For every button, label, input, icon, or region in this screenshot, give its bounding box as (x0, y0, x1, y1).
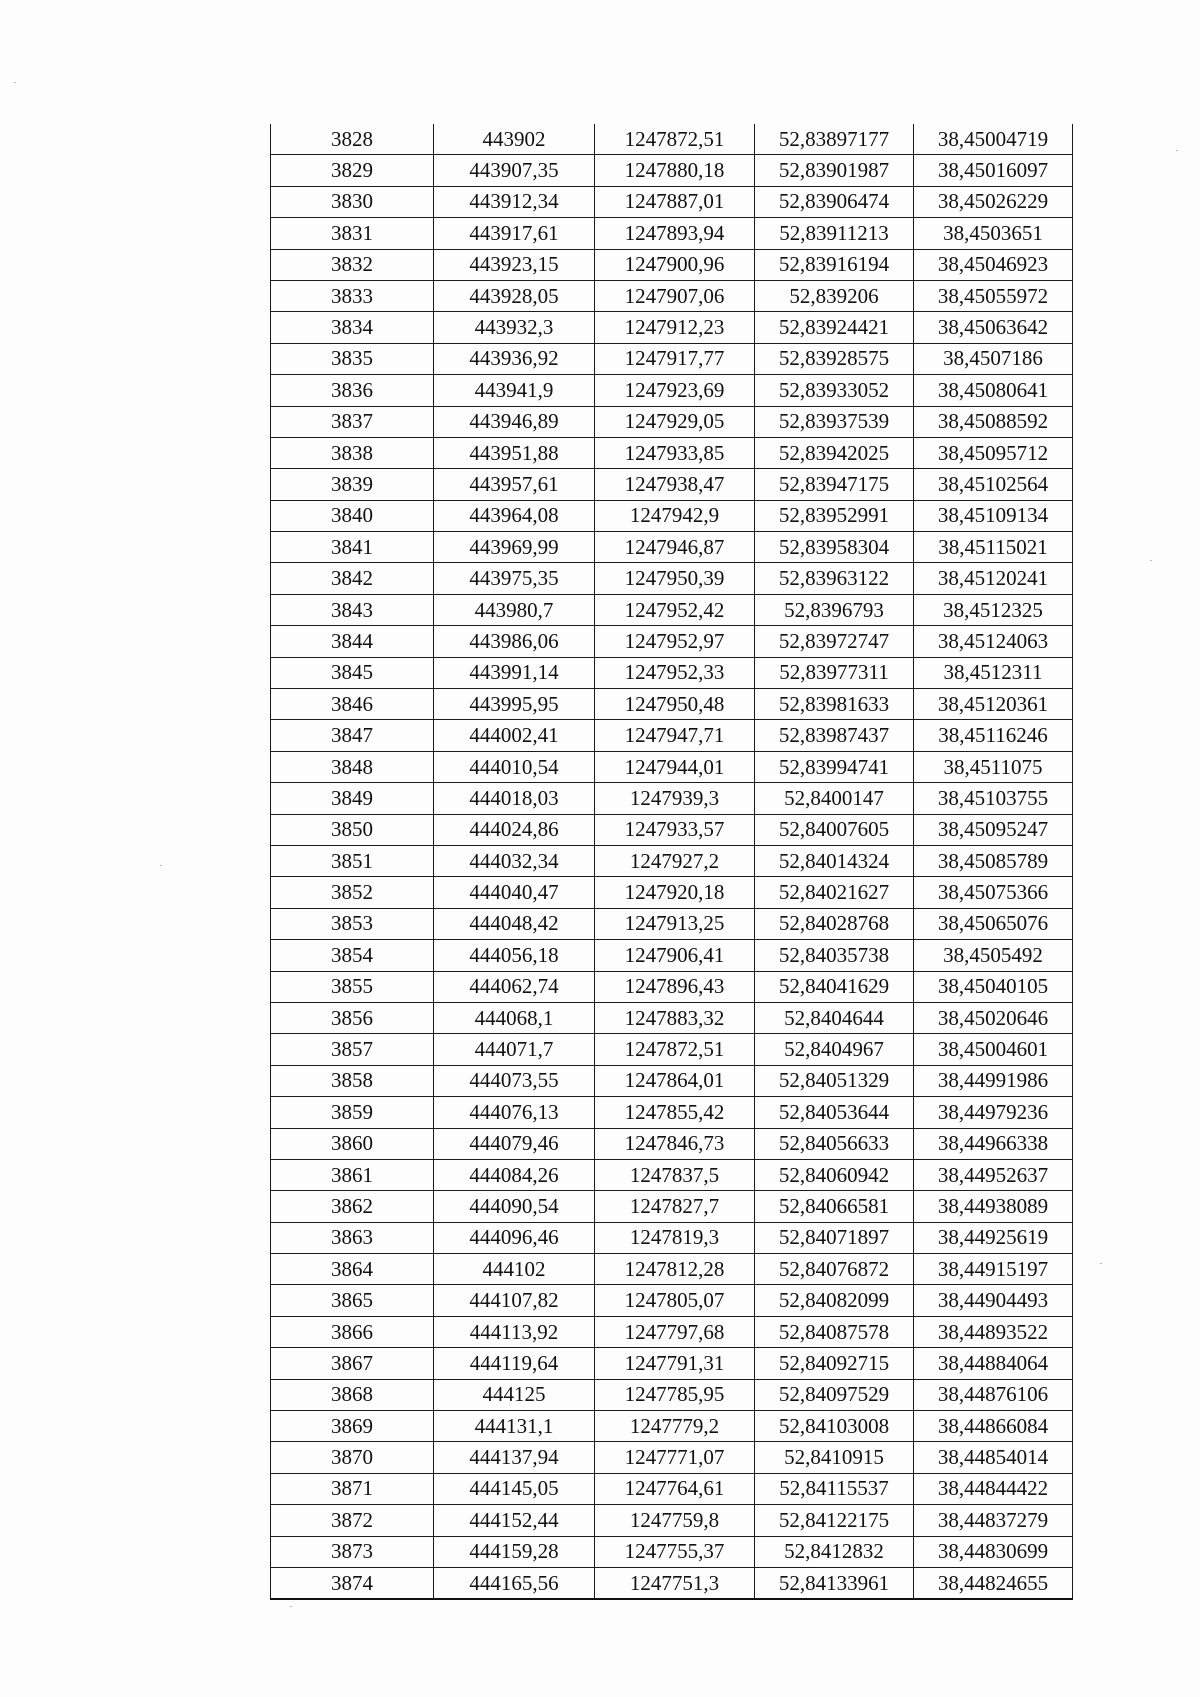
y-coordinate-cell: 1247950,39 (595, 563, 755, 594)
table-row (271, 1002, 1073, 1033)
y-coordinate-cell: 1247764,61 (595, 1473, 755, 1504)
latitude-cell: 52,83937539 (755, 406, 914, 437)
x-coordinate-cell: 444079,46 (434, 1128, 595, 1159)
latitude-cell: 52,84115537 (755, 1473, 914, 1504)
y-coordinate-cell: 1247923,69 (595, 375, 755, 406)
y-coordinate-cell: 1247927,2 (595, 845, 755, 876)
x-coordinate-cell: 444062,74 (434, 971, 595, 1002)
y-coordinate-cell: 1247906,41 (595, 940, 755, 971)
point-number-cell: 3851 (271, 845, 434, 876)
table-row (271, 1567, 1073, 1599)
y-coordinate-cell: 1247759,8 (595, 1505, 755, 1536)
latitude-cell: 52,84103008 (755, 1411, 914, 1442)
y-coordinate-cell: 1247933,57 (595, 814, 755, 845)
latitude-cell: 52,84087578 (755, 1316, 914, 1347)
latitude-cell: 52,83916194 (755, 249, 914, 280)
y-coordinate-cell: 1247805,07 (595, 1285, 755, 1316)
table-row (271, 1222, 1073, 1253)
y-coordinate-cell: 1247837,5 (595, 1159, 755, 1190)
longitude-cell: 38,45075366 (914, 877, 1073, 908)
table-row (271, 1316, 1073, 1347)
y-coordinate-cell: 1247917,77 (595, 343, 755, 374)
point-number-cell: 3832 (271, 249, 434, 280)
longitude-cell: 38,44844422 (914, 1473, 1073, 1504)
x-coordinate-cell: 444018,03 (434, 783, 595, 814)
longitude-cell: 38,45120241 (914, 563, 1073, 594)
longitude-cell: 38,44884064 (914, 1348, 1073, 1379)
scan-speck (14, 82, 16, 83)
point-number-cell: 3869 (271, 1411, 434, 1442)
longitude-cell: 38,45046923 (914, 249, 1073, 280)
point-number-cell: 3848 (271, 751, 434, 782)
table-row (271, 1411, 1073, 1442)
point-number-cell: 3864 (271, 1254, 434, 1285)
latitude-cell: 52,83901987 (755, 155, 914, 186)
point-number-cell: 3831 (271, 218, 434, 249)
point-number-cell: 3873 (271, 1536, 434, 1567)
y-coordinate-cell: 1247952,42 (595, 594, 755, 625)
point-number-cell: 3854 (271, 940, 434, 971)
y-coordinate-cell: 1247952,97 (595, 626, 755, 657)
latitude-cell: 52,83947175 (755, 469, 914, 500)
x-coordinate-cell: 444002,41 (434, 720, 595, 751)
longitude-cell: 38,44979236 (914, 1097, 1073, 1128)
x-coordinate-cell: 443936,92 (434, 343, 595, 374)
table-row (271, 783, 1073, 814)
table-row (271, 155, 1073, 186)
longitude-cell: 38,44866084 (914, 1411, 1073, 1442)
x-coordinate-cell: 443946,89 (434, 406, 595, 437)
table-row (271, 406, 1073, 437)
x-coordinate-cell: 444119,64 (434, 1348, 595, 1379)
point-number-cell: 3859 (271, 1097, 434, 1128)
point-number-cell: 3835 (271, 343, 434, 374)
x-coordinate-cell: 443969,99 (434, 532, 595, 563)
x-coordinate-cell: 444084,26 (434, 1159, 595, 1190)
latitude-cell: 52,84060942 (755, 1159, 914, 1190)
point-number-cell: 3847 (271, 720, 434, 751)
y-coordinate-cell: 1247846,73 (595, 1128, 755, 1159)
y-coordinate-cell: 1247907,06 (595, 280, 755, 311)
scan-speck (290, 1606, 292, 1607)
latitude-cell: 52,8400147 (755, 783, 914, 814)
scan-speck (1150, 560, 1152, 561)
x-coordinate-cell: 443951,88 (434, 437, 595, 468)
y-coordinate-cell: 1247950,48 (595, 689, 755, 720)
longitude-cell: 38,45095247 (914, 814, 1073, 845)
longitude-cell: 38,44938089 (914, 1191, 1073, 1222)
point-number-cell: 3836 (271, 375, 434, 406)
y-coordinate-cell: 1247920,18 (595, 877, 755, 908)
table-row (271, 1536, 1073, 1567)
table-row (271, 594, 1073, 625)
longitude-cell: 38,44830699 (914, 1536, 1073, 1567)
longitude-cell: 38,45109134 (914, 500, 1073, 531)
x-coordinate-cell: 444107,82 (434, 1285, 595, 1316)
x-coordinate-cell: 444040,47 (434, 877, 595, 908)
x-coordinate-cell: 443986,06 (434, 626, 595, 657)
latitude-cell: 52,8396793 (755, 594, 914, 625)
x-coordinate-cell: 443941,9 (434, 375, 595, 406)
table-row (271, 280, 1073, 311)
table-row (271, 249, 1073, 280)
table-row (271, 532, 1073, 563)
longitude-cell: 38,4505492 (914, 940, 1073, 971)
point-number-cell: 3857 (271, 1034, 434, 1065)
table-row (271, 1191, 1073, 1222)
latitude-cell: 52,84076872 (755, 1254, 914, 1285)
x-coordinate-cell: 443912,34 (434, 186, 595, 217)
y-coordinate-cell: 1247755,37 (595, 1536, 755, 1567)
latitude-cell: 52,83952991 (755, 500, 914, 531)
longitude-cell: 38,44925619 (914, 1222, 1073, 1253)
longitude-cell: 38,4512325 (914, 594, 1073, 625)
point-number-cell: 3863 (271, 1222, 434, 1253)
x-coordinate-cell: 443975,35 (434, 563, 595, 594)
longitude-cell: 38,45115021 (914, 532, 1073, 563)
scan-speck (160, 865, 162, 866)
point-number-cell: 3830 (271, 186, 434, 217)
latitude-cell: 52,84014324 (755, 845, 914, 876)
y-coordinate-cell: 1247900,96 (595, 249, 755, 280)
table-row (271, 343, 1073, 374)
longitude-cell: 38,45026229 (914, 186, 1073, 217)
table-row (271, 1473, 1073, 1504)
longitude-cell: 38,45020646 (914, 1002, 1073, 1033)
point-number-cell: 3845 (271, 657, 434, 688)
x-coordinate-cell: 443995,95 (434, 689, 595, 720)
latitude-cell: 52,84028768 (755, 908, 914, 939)
y-coordinate-cell: 1247812,28 (595, 1254, 755, 1285)
latitude-cell: 52,83987437 (755, 720, 914, 751)
x-coordinate-cell: 444165,56 (434, 1567, 595, 1599)
longitude-cell: 38,45040105 (914, 971, 1073, 1002)
longitude-cell: 38,4511075 (914, 751, 1073, 782)
longitude-cell: 38,44854014 (914, 1442, 1073, 1473)
y-coordinate-cell: 1247912,23 (595, 312, 755, 343)
y-coordinate-cell: 1247929,05 (595, 406, 755, 437)
latitude-cell: 52,84035738 (755, 940, 914, 971)
point-number-cell: 3850 (271, 814, 434, 845)
x-coordinate-cell: 444071,7 (434, 1034, 595, 1065)
point-number-cell: 3840 (271, 500, 434, 531)
table-row (271, 845, 1073, 876)
y-coordinate-cell: 1247896,43 (595, 971, 755, 1002)
y-coordinate-cell: 1247942,9 (595, 500, 755, 531)
y-coordinate-cell: 1247939,3 (595, 783, 755, 814)
table-row (271, 908, 1073, 939)
point-number-cell: 3868 (271, 1379, 434, 1410)
longitude-cell: 38,45063642 (914, 312, 1073, 343)
point-number-cell: 3828 (271, 124, 434, 155)
point-number-cell: 3858 (271, 1065, 434, 1096)
latitude-cell: 52,84007605 (755, 814, 914, 845)
table-row (271, 657, 1073, 688)
y-coordinate-cell: 1247864,01 (595, 1065, 755, 1096)
table-row (271, 814, 1073, 845)
latitude-cell: 52,83942025 (755, 437, 914, 468)
y-coordinate-cell: 1247880,18 (595, 155, 755, 186)
x-coordinate-cell: 443932,3 (434, 312, 595, 343)
table-row (271, 469, 1073, 500)
latitude-cell: 52,83897177 (755, 124, 914, 155)
table-row (271, 1442, 1073, 1473)
longitude-cell: 38,44952637 (914, 1159, 1073, 1190)
x-coordinate-cell: 444076,13 (434, 1097, 595, 1128)
y-coordinate-cell: 1247797,68 (595, 1316, 755, 1347)
y-coordinate-cell: 1247952,33 (595, 657, 755, 688)
y-coordinate-cell: 1247872,51 (595, 1034, 755, 1065)
y-coordinate-cell: 1247946,87 (595, 532, 755, 563)
latitude-cell: 52,8412832 (755, 1536, 914, 1567)
latitude-cell: 52,8404967 (755, 1034, 914, 1065)
y-coordinate-cell: 1247872,51 (595, 124, 755, 155)
y-coordinate-cell: 1247819,3 (595, 1222, 755, 1253)
longitude-cell: 38,45085789 (914, 845, 1073, 876)
point-number-cell: 3841 (271, 532, 434, 563)
table-row (271, 1065, 1073, 1096)
latitude-cell: 52,839206 (755, 280, 914, 311)
x-coordinate-cell: 443991,14 (434, 657, 595, 688)
latitude-cell: 52,8404644 (755, 1002, 914, 1033)
table-row (271, 1285, 1073, 1316)
scan-speck (1176, 150, 1178, 151)
longitude-cell: 38,44893522 (914, 1316, 1073, 1347)
x-coordinate-cell: 444048,42 (434, 908, 595, 939)
point-number-cell: 3862 (271, 1191, 434, 1222)
table-row (271, 437, 1073, 468)
table-row (271, 1034, 1073, 1065)
x-coordinate-cell: 444090,54 (434, 1191, 595, 1222)
point-number-cell: 3874 (271, 1567, 434, 1599)
latitude-cell: 52,8410915 (755, 1442, 914, 1473)
latitude-cell: 52,84041629 (755, 971, 914, 1002)
longitude-cell: 38,45016097 (914, 155, 1073, 186)
longitude-cell: 38,44837279 (914, 1505, 1073, 1536)
point-number-cell: 3844 (271, 626, 434, 657)
longitude-cell: 38,45055972 (914, 280, 1073, 311)
x-coordinate-cell: 443902 (434, 124, 595, 155)
longitude-cell: 38,44915197 (914, 1254, 1073, 1285)
point-number-cell: 3846 (271, 689, 434, 720)
table-row (271, 1097, 1073, 1128)
x-coordinate-cell: 444137,94 (434, 1442, 595, 1473)
longitude-cell: 38,45116246 (914, 720, 1073, 751)
latitude-cell: 52,84053644 (755, 1097, 914, 1128)
point-number-cell: 3849 (271, 783, 434, 814)
y-coordinate-cell: 1247947,71 (595, 720, 755, 751)
longitude-cell: 38,44876106 (914, 1379, 1073, 1410)
point-number-cell: 3833 (271, 280, 434, 311)
longitude-cell: 38,45088592 (914, 406, 1073, 437)
y-coordinate-cell: 1247771,07 (595, 1442, 755, 1473)
latitude-cell: 52,84133961 (755, 1567, 914, 1599)
y-coordinate-cell: 1247893,94 (595, 218, 755, 249)
x-coordinate-cell: 444131,1 (434, 1411, 595, 1442)
point-number-cell: 3867 (271, 1348, 434, 1379)
table-row (271, 626, 1073, 657)
x-coordinate-cell: 444010,54 (434, 751, 595, 782)
coordinates-table (270, 124, 1073, 1600)
longitude-cell: 38,4512311 (914, 657, 1073, 688)
latitude-cell: 52,83958304 (755, 532, 914, 563)
latitude-cell: 52,83977311 (755, 657, 914, 688)
point-number-cell: 3837 (271, 406, 434, 437)
table-row (271, 1379, 1073, 1410)
longitude-cell: 38,45004601 (914, 1034, 1073, 1065)
point-number-cell: 3843 (271, 594, 434, 625)
latitude-cell: 52,84092715 (755, 1348, 914, 1379)
table-body (271, 124, 1073, 1599)
x-coordinate-cell: 444102 (434, 1254, 595, 1285)
y-coordinate-cell: 1247751,3 (595, 1567, 755, 1599)
point-number-cell: 3838 (271, 437, 434, 468)
x-coordinate-cell: 443917,61 (434, 218, 595, 249)
x-coordinate-cell: 444032,34 (434, 845, 595, 876)
x-coordinate-cell: 444159,28 (434, 1536, 595, 1567)
point-number-cell: 3872 (271, 1505, 434, 1536)
y-coordinate-cell: 1247779,2 (595, 1411, 755, 1442)
y-coordinate-cell: 1247933,85 (595, 437, 755, 468)
table-row (271, 751, 1073, 782)
table-row (271, 563, 1073, 594)
table-row (271, 720, 1073, 751)
longitude-cell: 38,44904493 (914, 1285, 1073, 1316)
x-coordinate-cell: 443980,7 (434, 594, 595, 625)
table-row (271, 1254, 1073, 1285)
point-number-cell: 3834 (271, 312, 434, 343)
longitude-cell: 38,45124063 (914, 626, 1073, 657)
table-row (271, 1159, 1073, 1190)
point-number-cell: 3852 (271, 877, 434, 908)
x-coordinate-cell: 444145,05 (434, 1473, 595, 1504)
latitude-cell: 52,83972747 (755, 626, 914, 657)
latitude-cell: 52,83994741 (755, 751, 914, 782)
latitude-cell: 52,84066581 (755, 1191, 914, 1222)
table-row (271, 124, 1073, 155)
point-number-cell: 3871 (271, 1473, 434, 1504)
table-row (271, 1348, 1073, 1379)
x-coordinate-cell: 443964,08 (434, 500, 595, 531)
table-row (271, 971, 1073, 1002)
latitude-cell: 52,83933052 (755, 375, 914, 406)
point-number-cell: 3842 (271, 563, 434, 594)
point-number-cell: 3829 (271, 155, 434, 186)
x-coordinate-cell: 444024,86 (434, 814, 595, 845)
table-row (271, 689, 1073, 720)
latitude-cell: 52,83981633 (755, 689, 914, 720)
longitude-cell: 38,44966338 (914, 1128, 1073, 1159)
latitude-cell: 52,83924421 (755, 312, 914, 343)
latitude-cell: 52,83928575 (755, 343, 914, 374)
longitude-cell: 38,45004719 (914, 124, 1073, 155)
y-coordinate-cell: 1247827,7 (595, 1191, 755, 1222)
longitude-cell: 38,4507186 (914, 343, 1073, 374)
x-coordinate-cell: 444125 (434, 1379, 595, 1410)
point-number-cell: 3861 (271, 1159, 434, 1190)
latitude-cell: 52,84051329 (755, 1065, 914, 1096)
point-number-cell: 3856 (271, 1002, 434, 1033)
latitude-cell: 52,83963122 (755, 563, 914, 594)
y-coordinate-cell: 1247791,31 (595, 1348, 755, 1379)
longitude-cell: 38,45065076 (914, 908, 1073, 939)
table-row (271, 218, 1073, 249)
longitude-cell: 38,45103755 (914, 783, 1073, 814)
point-number-cell: 3865 (271, 1285, 434, 1316)
longitude-cell: 38,45120361 (914, 689, 1073, 720)
x-coordinate-cell: 443923,15 (434, 249, 595, 280)
point-number-cell: 3866 (271, 1316, 434, 1347)
x-coordinate-cell: 444073,55 (434, 1065, 595, 1096)
latitude-cell: 52,84122175 (755, 1505, 914, 1536)
y-coordinate-cell: 1247785,95 (595, 1379, 755, 1410)
latitude-cell: 52,83911213 (755, 218, 914, 249)
longitude-cell: 38,44824655 (914, 1567, 1073, 1599)
y-coordinate-cell: 1247887,01 (595, 186, 755, 217)
table-row (271, 375, 1073, 406)
x-coordinate-cell: 444056,18 (434, 940, 595, 971)
latitude-cell: 52,84071897 (755, 1222, 914, 1253)
point-number-cell: 3855 (271, 971, 434, 1002)
x-coordinate-cell: 444096,46 (434, 1222, 595, 1253)
y-coordinate-cell: 1247944,01 (595, 751, 755, 782)
y-coordinate-cell: 1247883,32 (595, 1002, 755, 1033)
table-row (271, 940, 1073, 971)
latitude-cell: 52,83906474 (755, 186, 914, 217)
longitude-cell: 38,45095712 (914, 437, 1073, 468)
table-row (271, 1128, 1073, 1159)
y-coordinate-cell: 1247913,25 (595, 908, 755, 939)
y-coordinate-cell: 1247938,47 (595, 469, 755, 500)
point-number-cell: 3870 (271, 1442, 434, 1473)
x-coordinate-cell: 443928,05 (434, 280, 595, 311)
longitude-cell: 38,44991986 (914, 1065, 1073, 1096)
x-coordinate-cell: 443907,35 (434, 155, 595, 186)
longitude-cell: 38,45080641 (914, 375, 1073, 406)
table-row (271, 877, 1073, 908)
latitude-cell: 52,84097529 (755, 1379, 914, 1410)
latitude-cell: 52,84082099 (755, 1285, 914, 1316)
x-coordinate-cell: 444068,1 (434, 1002, 595, 1033)
longitude-cell: 38,4503651 (914, 218, 1073, 249)
x-coordinate-cell: 443957,61 (434, 469, 595, 500)
x-coordinate-cell: 444113,92 (434, 1316, 595, 1347)
point-number-cell: 3839 (271, 469, 434, 500)
scan-speck (1100, 1263, 1102, 1264)
x-coordinate-cell: 444152,44 (434, 1505, 595, 1536)
point-number-cell: 3853 (271, 908, 434, 939)
table-row (271, 312, 1073, 343)
table-row (271, 1505, 1073, 1536)
table-row (271, 186, 1073, 217)
longitude-cell: 38,45102564 (914, 469, 1073, 500)
latitude-cell: 52,84056633 (755, 1128, 914, 1159)
latitude-cell: 52,84021627 (755, 877, 914, 908)
y-coordinate-cell: 1247855,42 (595, 1097, 755, 1128)
point-number-cell: 3860 (271, 1128, 434, 1159)
table-row (271, 500, 1073, 531)
